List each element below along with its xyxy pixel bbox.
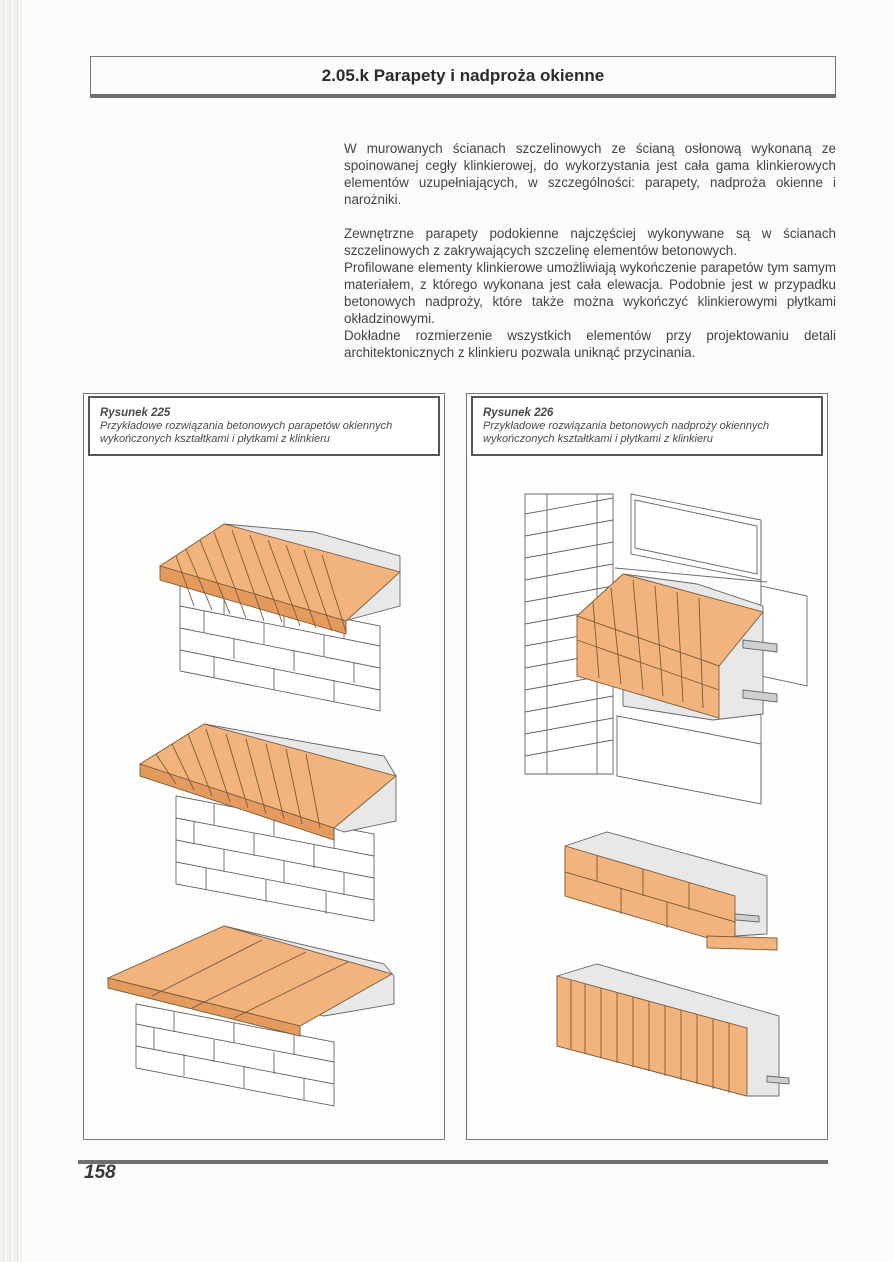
footer-rule bbox=[78, 1160, 828, 1164]
intro-text bbox=[344, 140, 836, 361]
lintel-drawings bbox=[467, 456, 827, 1138]
section-title: 2.05.k Parapety i nadproża okienne bbox=[90, 56, 836, 94]
intro-paragraph-4: Dokładne rozmierzenie wszystkich elementów przy projektowaniu detali architektonicznych z klinkieru pozwala uniknąć przycinania. bbox=[344, 328, 836, 360]
header-rule bbox=[90, 94, 836, 98]
lintel-3-bricks bbox=[557, 964, 789, 1096]
figure-225-title: Rysunek 225 bbox=[100, 407, 171, 419]
lintel-2-bricks bbox=[565, 832, 777, 950]
window-sill-drawings bbox=[84, 456, 444, 1138]
figure-226-panel bbox=[466, 393, 828, 1140]
scan-edge bbox=[0, 0, 22, 1262]
figure-225-panel bbox=[83, 393, 445, 1140]
intro-paragraph-2: Zewnętrzne parapety podokienne najczęściej wykonywane są w ścianach szczelinowych z zakrywających szczelinę elementów betonowych. bbox=[344, 226, 836, 258]
figure-226-caption-box bbox=[471, 396, 823, 456]
intro-paragraph-3: Profilowane elementy klinkierowe umożliwiają wykończenie parapetów tym samym materiałem, z którego wykonana jest cała elewacja. Podobnie jest w przypadku betonowych nadproży, które także można wykończyć klinkierowymi płytkami okładzinowymi. bbox=[344, 260, 836, 326]
intro-paragraph-1: W murowanych ścianach szczelinowych ze ścianą osłonową wykonaną ze spoinowanej cegły klinkierowej, do wykorzystania jest cała gama klinkierowych elementów uzupełniających, w szczególności: parapety, nadproża okienne i narożniki. bbox=[344, 141, 836, 207]
figure-225-caption-box bbox=[88, 396, 440, 456]
figure-226-caption: Przykładowe rozwiązania betonowych nadproży okiennych wykończonych kształtkami i płytkami z klinkieru bbox=[483, 420, 770, 445]
page-number: 158 bbox=[84, 1162, 116, 1183]
figure-226-title: Rysunek 226 bbox=[483, 407, 554, 419]
figure-225-caption: Przykładowe rozwiązania betonowych parapetów okiennych wykończonych kształtkami i płytkami z klinkieru bbox=[100, 420, 393, 445]
